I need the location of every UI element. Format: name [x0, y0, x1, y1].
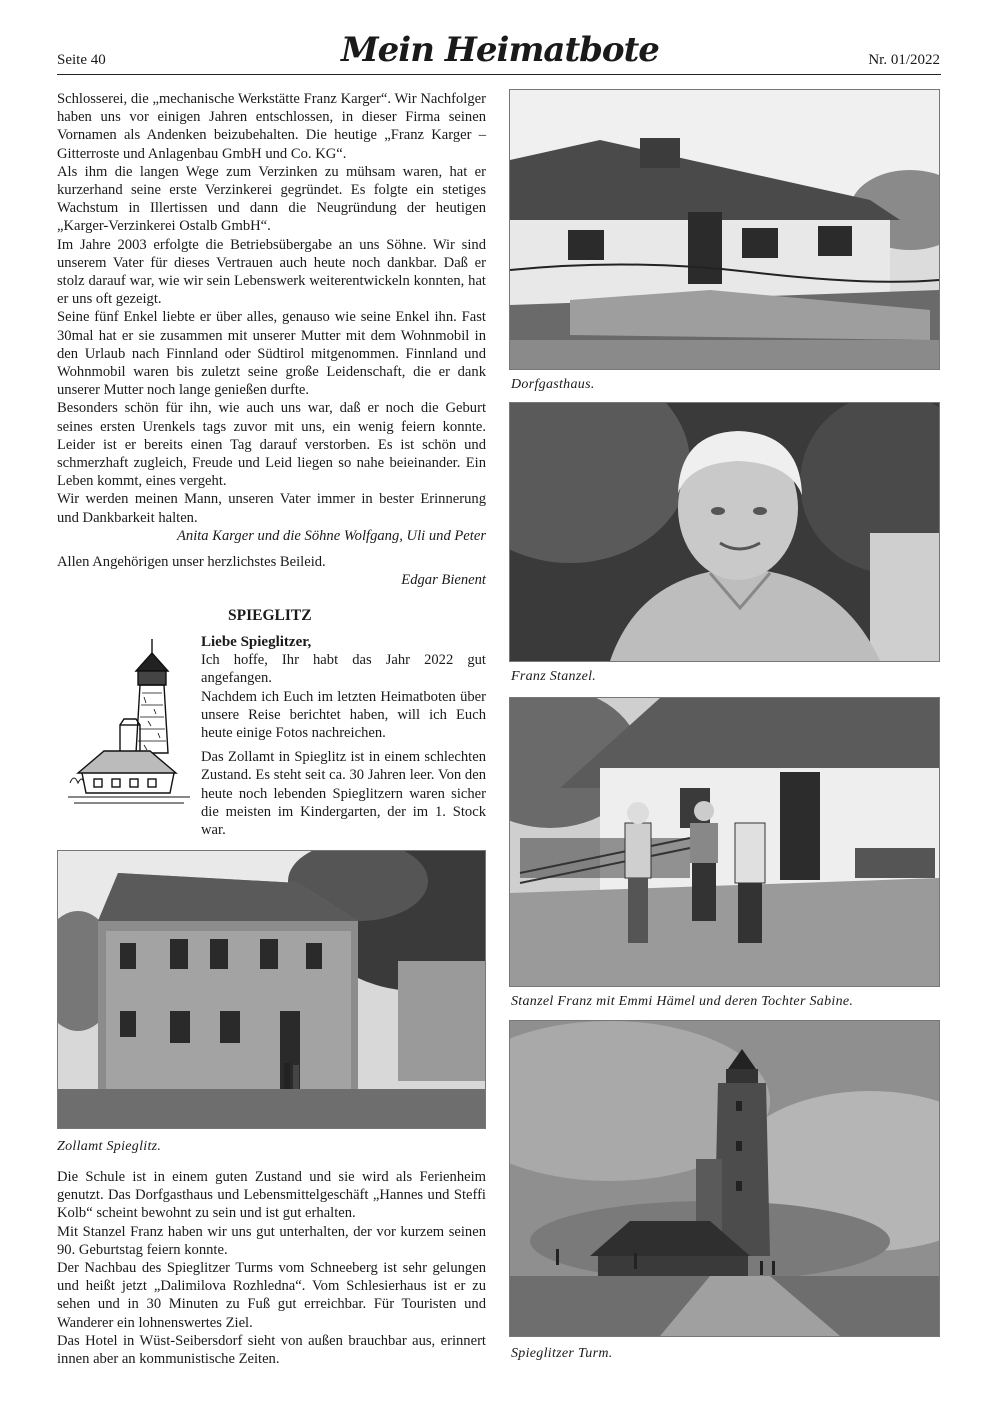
paragraph: Besonders schön für ihn, wie auch uns war, daß er noch die Geburt seines ersten Urenkels tags zuvor mit uns, ein wenig feiern konnte. Leider ist er bereits einen Tag darauf verstorben. Es ist schön und schmerzhaft zugleich, Freude und Leid liegen so nahe beieinander. Ein Leben kommt, eines vergeht.: [57, 400, 486, 490]
condolence-signature: Edgar Bienent: [401, 572, 486, 589]
spieglitz-body: [57, 1168, 486, 1368]
stanzel-caption: Franz Stanzel.: [511, 669, 597, 684]
obituary-text: [57, 90, 486, 589]
paragraph: Wir werden meinen Mann, unseren Vater immer in bester Erinnerung und Dankbarkeit halten.: [57, 491, 486, 526]
condolence: Allen Angehörigen unser herzlichstes Beileid.: [57, 554, 326, 571]
paragraph: Mit Stanzel Franz haben wir uns gut unterhalten, der vor kurzem seinen 90. Geburtstag feiern konnte.: [57, 1223, 486, 1258]
header-rule: [57, 74, 941, 75]
page-number: Seite 40: [57, 52, 106, 68]
turm-caption: Spieglitzer Turm.: [511, 1346, 613, 1361]
paragraph: Das Hotel in Wüst-Seibersdorf sieht von außen brauchbar aus, erinnert innen aber an kommunistische Zeiten.: [57, 1332, 486, 1368]
group-photo: [509, 697, 940, 987]
paragraph: Schlosserei, die „mechanische Werkstätte Franz Karger“. Wir Nachfolger haben uns vor einigen Jahren entschlossen, in dieser Firma seinen Vornamen als Andenken beizubehalten. Die heutige „Franz Karger – Gitterroste und Anlagenbau GmbH und Co. KG“.: [57, 91, 486, 162]
greeting: Liebe Spieglitzer,: [201, 634, 312, 650]
turm-photo: [509, 1020, 940, 1337]
paragraph: Ich hoffe, Ihr habt das Jahr 2022 gut angefangen.: [201, 652, 486, 687]
paragraph: Der Nachbau des Spieglitzer Turms vom Schneeberg ist sehr gelungen und heißt jetzt „Dalimilova Rozhledna“. Vom Schlesierhaus ist er zu sehen und in 30 Minuten zu Fuß gut erreichbar. Für Touristen und Wanderer ein lohnenswertes Ziel.: [57, 1260, 486, 1331]
paragraph: Nachdem ich Euch im letzten Heimatboten über unsere Reise berichtet haben, will ich Euch heute einige Fotos nachreichen.: [201, 688, 486, 742]
paragraph: Im Jahre 2003 erfolgte die Betriebsübergabe an uns Söhne. Wir sind unserem Vater für dieses Vertrauen auch heute noch dankbar. Daß er stolz darauf war, wie wir sein Lebenswerk weiterentwickeln konnten, hat er uns oft gezeigt.: [57, 236, 486, 308]
paragraph: Als ihm die langen Wege zum Verzinken zu mühsam waren, hat er kurzerhand seine erste Verzinkerei gegründet. Es folgte ein stetiges Wachstum in Illertissen und dann die Neugründung der heutigen „Karger-Verzinkerei Ostalb GmbH“.: [57, 163, 486, 235]
paragraph: Die Schule ist in einem guten Zustand und sie wird als Ferienheim genutzt. Das Dorfgasthaus und Lebensmittelgeschäft „Hannes und Steffi Kolb“ scheint bewohnt zu sein und ist gut erhalten.: [57, 1169, 486, 1222]
group-caption: Stanzel Franz mit Emmi Hämel und deren Tochter Sabine.: [511, 994, 854, 1009]
obituary-signature: Anita Karger und die Söhne Wolfgang, Uli und Peter: [176, 527, 486, 544]
zollamt-photo: [57, 850, 486, 1129]
spieglitz-intro: [201, 633, 486, 839]
tower-drawing: [64, 633, 194, 809]
magazine-title: Mein Heimatbote: [341, 30, 659, 70]
dorfgasthaus-photo: [509, 89, 940, 370]
paragraph: Das Zollamt in Spieglitz ist in einem schlechten Zustand. Es steht seit ca. 30 Jahren leer. Von den heute noch lebenden Spieglitzern waren sicher die meisten im Kindergarten, der im 1. Stock war.: [201, 749, 486, 839]
issue-number: Nr. 01/2022: [868, 52, 940, 68]
dorfgasthaus-caption: Dorfgasthaus.: [511, 377, 595, 392]
section-heading: SPIEGLITZ: [228, 607, 312, 624]
paragraph: Seine fünf Enkel liebte er über alles, genauso wie seine Enkel ihn. Fast 30mal hat er sie zusammen mit unserer Mutter mit dem Wohnmobil in den Urlaub nach Finnland oder Südtirol mitgenommen. Finnland und Wohnmobil waren bis zuletzt seine große Leidenschaft, die er dank unserer Mutter noch lange genießen durfte.: [57, 309, 486, 399]
zollamt-caption: Zollamt Spieglitz.: [57, 1139, 162, 1154]
stanzel-photo: [509, 402, 940, 662]
